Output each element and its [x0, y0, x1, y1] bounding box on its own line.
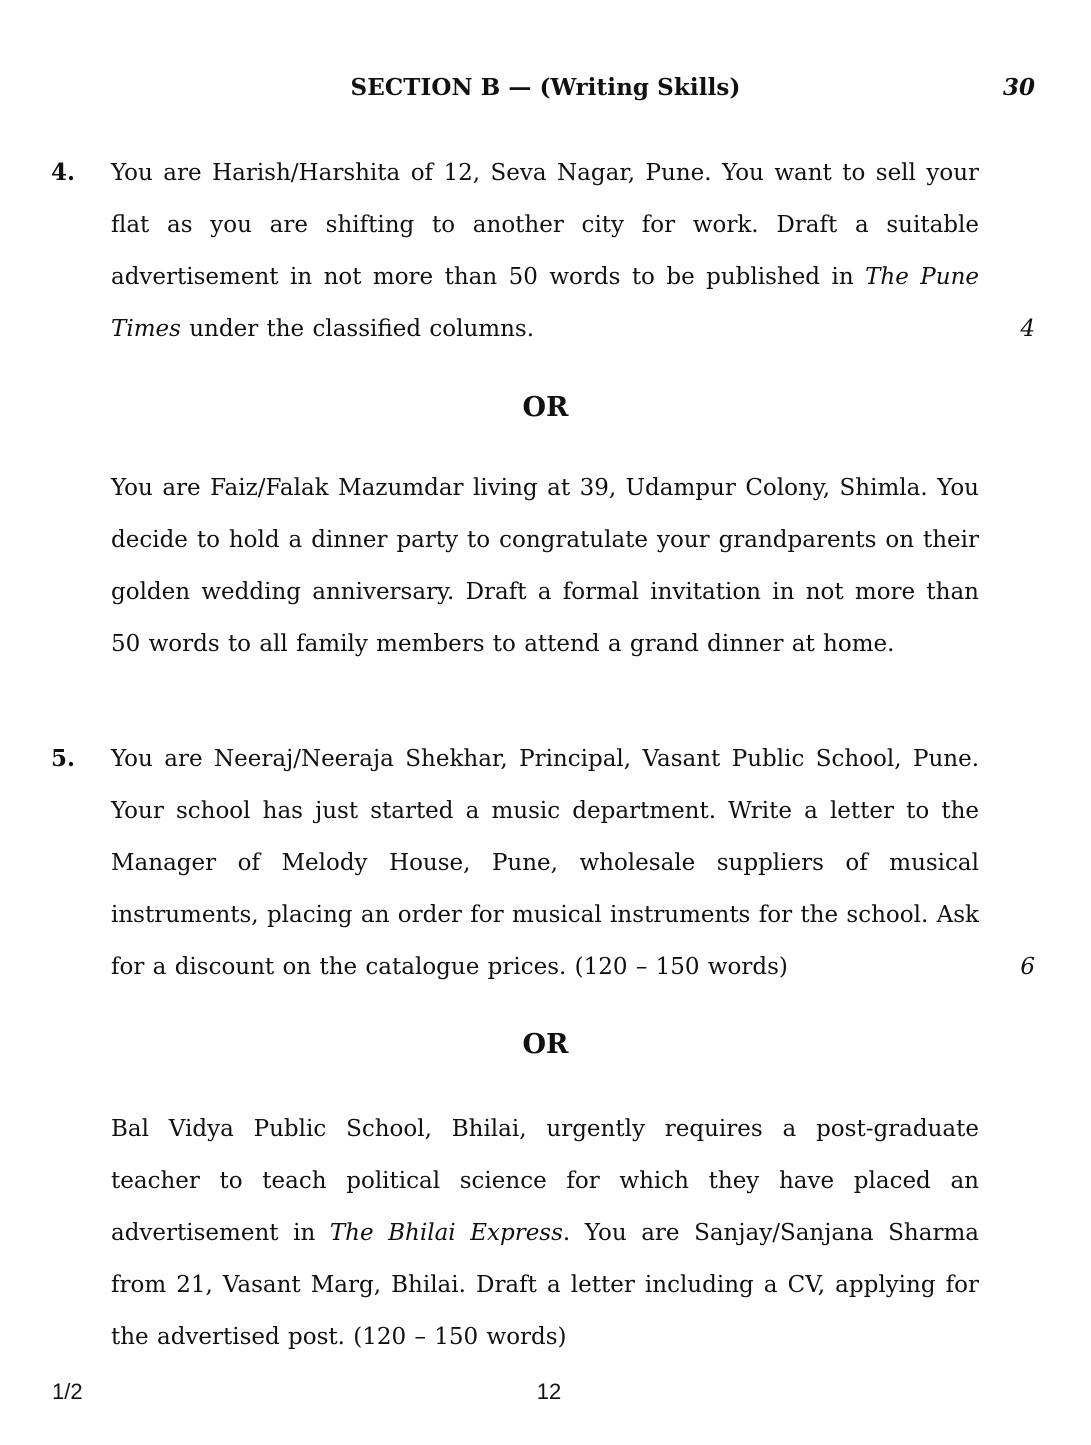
- paper-code: 1/2: [52, 1379, 83, 1404]
- question-number: 5.: [51, 745, 76, 772]
- section-header: [0, 70, 1091, 110]
- newspaper-name: The Pune Times: [111, 264, 979, 342]
- question-text-part: You are Harish/Harshita of 12, Seva Nagar, Pune. You want to sell your flat as you are shifting to another city for work. Draft a suitable advertisement in not more than 50 words to be published in: [111, 160, 979, 290]
- alternative-text: You are Faiz/Falak Mazumdar living at 39, Udampur Colony, Shimla. You decide to hold a dinner party to congratulate your grandparents on their golden wedding anniversary. Draft a formal invitation in not more than 50 words to all family members to attend a grand dinner at home.: [111, 475, 979, 657]
- alternative-text: [111, 1103, 979, 1363]
- question-text-part: under the classified columns.: [180, 316, 535, 342]
- or-divider: OR: [522, 392, 569, 423]
- question-number: 4.: [51, 159, 76, 186]
- alternative-text-part: Bal Vidya Public School, Bhilai, urgently requires a post-graduate teacher to teach political science for which they have placed an advertisement in: [111, 1116, 979, 1246]
- question-marks: 4: [1020, 316, 1035, 342]
- newspaper-name: The Bhilai Express: [329, 1220, 563, 1246]
- section-title: SECTION B — (Writing Skills): [350, 74, 741, 101]
- section-total-marks: 30: [1002, 74, 1035, 101]
- or-divider: OR: [522, 1029, 569, 1060]
- question-text: [111, 147, 979, 355]
- alternative-text-part: . You are Sanjay/Sanjana Sharma from 21, Vasant Marg, Bhilai. Draft a letter including a CV, applying for the advertised post. (120 – 150 words): [111, 1220, 979, 1350]
- page-number: 12: [536, 1379, 562, 1404]
- question-text: You are Neeraj/Neeraja Shekhar, Principal, Vasant Public School, Pune. Your school has just started a music department. Write a letter to the Manager of Melody House, Pune, wholesale suppliers of musical instruments, placing an order for musical instruments for the school. Ask for a discount on the catalogue prices. (120 – 150 words): [111, 746, 979, 980]
- question-marks: 6: [1020, 954, 1035, 980]
